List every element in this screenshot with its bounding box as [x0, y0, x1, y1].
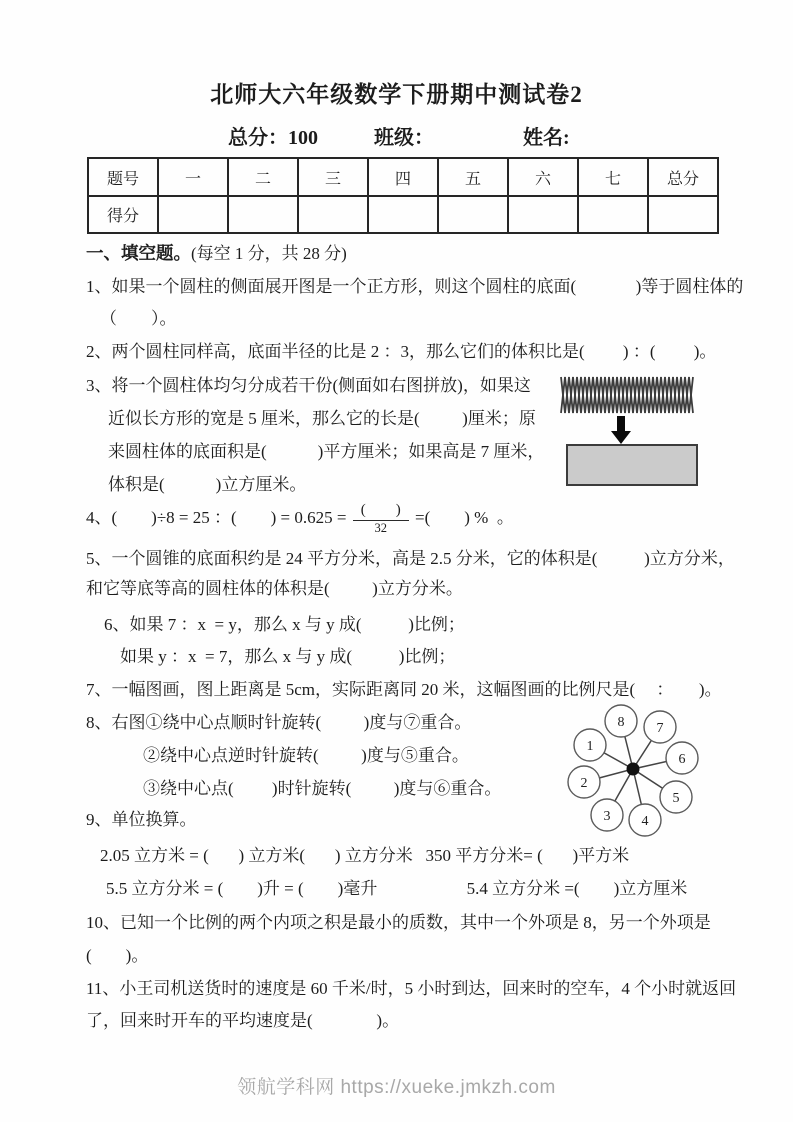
- question-9-heading: 9、单位换算。: [86, 810, 197, 829]
- score-blank-cell: [298, 196, 368, 233]
- score-table-cell-total: 总分: [648, 158, 718, 196]
- petal-number-7: 7: [656, 721, 664, 736]
- rectangle-figure: [566, 444, 698, 486]
- score-table-cell-1: 一: [158, 158, 228, 196]
- class-label: 班级：: [374, 127, 434, 149]
- score-blank-cell: [578, 196, 648, 233]
- down-arrow-icon: [610, 416, 632, 445]
- score-blank-cell: [228, 196, 298, 233]
- question-11-line-2: 了，回来时开车的平均速度是( )。: [86, 1011, 400, 1030]
- question-5-line-2: 和它等底等高的圆柱体的体积是( )立方分米。: [86, 579, 463, 598]
- total-score-label: 总分：100: [228, 127, 318, 149]
- score-blank-cell: [438, 196, 508, 233]
- question-6-line-1: 6、如果 7 ：x = y，那么 x 与 y 成( )比例；: [104, 615, 465, 634]
- question-4: [86, 500, 514, 536]
- question-3-line-2: 近似长方形的宽是 5 厘米，那么它的长是( )厘米；原: [108, 409, 536, 428]
- question-4-before: 4、( )÷8 = 25 ：( ) = 0.625 =: [86, 508, 351, 527]
- question-7: 7、一幅图画，图上距离是 5cm，实际距离同 20 米，这幅图画的比例尺是( ： )。: [86, 680, 722, 699]
- name-label: 姓名:: [523, 127, 570, 149]
- score-table-cell-3: 三: [298, 158, 368, 196]
- question-10-line-2: ( )。: [86, 946, 149, 965]
- petal-number-1: 1: [586, 739, 594, 754]
- question-3-line-1: 3、将一个圆柱体均匀分成若干份(侧面如右图拼放)，如果这: [86, 376, 531, 395]
- score-blank-cell: [648, 196, 718, 233]
- question-8-line-3: ③绕中心点( )时针旋转( )度与⑥重合。: [143, 779, 502, 798]
- page-title: 北师大六年级数学下册期中测试卷2: [210, 82, 583, 107]
- question-8-line-1: 8、右图①绕中心点顺时针旋转( )度与⑦重合。: [86, 713, 472, 732]
- question-1-line-2: （ ）。: [100, 309, 177, 328]
- petal-number-2: 2: [580, 776, 588, 791]
- score-table-cell-2: 二: [228, 158, 298, 196]
- question-6-line-2: 如果 y ：x = 7，那么 x 与 y 成( )比例；: [120, 647, 456, 666]
- question-8-line-2: ②绕中心点逆时针旋转( )度与⑤重合。: [143, 746, 469, 765]
- question-1-line-1: 1、如果一个圆柱的侧面展开图是一个正方形，则这个圆柱的底面( )等于圆柱体的: [86, 277, 744, 296]
- score-table-cell-4: 四: [368, 158, 438, 196]
- score-blank-cell: [508, 196, 578, 233]
- score-table-cell-label: 题号: [88, 158, 158, 196]
- question-11-line-1: 11、小王司机送货时的速度是 60 千米/时，5 小时到达，回来时的空车，4 个小时就返回: [86, 979, 737, 998]
- petal-number-6: 6: [678, 752, 686, 767]
- score-table-score-row: [88, 196, 718, 233]
- petal-number-3: 3: [603, 809, 611, 824]
- cylinder-strips-figure: [559, 375, 695, 415]
- fraction-denominator: 32: [374, 521, 387, 535]
- score-table: [87, 157, 719, 234]
- petal-number-5: 5: [672, 791, 680, 806]
- petal-number-8: 8: [617, 715, 625, 730]
- question-9-line-1: 2.05 立方米 = ( ) 立方米( ) 立方分米 350 平方分米= ( )平方米: [100, 846, 630, 865]
- flower-center-dot: [627, 763, 640, 776]
- fraction: [353, 500, 409, 536]
- watermark-footer: 领航学科网 https://xueke.jmkzh.com: [237, 1077, 556, 1098]
- section-one-note: (每空 1 分，共 28 分): [191, 244, 347, 263]
- score-blank-cell: [158, 196, 228, 233]
- question-2: 2、两个圆柱同样高，底面半径的比是 2 ：3，那么它们的体积比是( ) ：( )。: [86, 342, 717, 361]
- score-table-header-row: [88, 158, 718, 196]
- rotation-flower-figure: [558, 694, 710, 846]
- section-one-heading: [86, 242, 347, 265]
- question-3-line-3: 来圆柱体的底面积是( )平方厘米；如果高是 7 厘米，: [108, 442, 545, 461]
- section-one-title: 一、填空题。: [86, 243, 191, 263]
- question-9-line-2: 5.5 立方分米 = ( )升 = ( )毫升 5.4 立方分米 =( )立方厘米: [106, 879, 688, 898]
- petal-number-4: 4: [641, 814, 649, 829]
- score-table-cell-7: 七: [578, 158, 648, 196]
- question-4-after: =( ) % 。: [410, 508, 514, 527]
- score-table-cell-6: 六: [508, 158, 578, 196]
- score-row-label: 得分: [88, 196, 158, 233]
- score-table-cell-5: 五: [438, 158, 508, 196]
- question-5-line-1: 5、一个圆锥的底面积约是 24 平方分米，高是 2.5 分米，它的体积是( )立方分米，: [86, 549, 735, 568]
- question-10-line-1: 10、已知一个比例的两个内项之积是最小的质数，其中一个外项是 8，另一个外项是: [86, 913, 711, 932]
- score-blank-cell: [368, 196, 438, 233]
- question-3-line-4: 体积是( )立方厘米。: [108, 475, 307, 494]
- fraction-numerator: ( ): [353, 500, 409, 521]
